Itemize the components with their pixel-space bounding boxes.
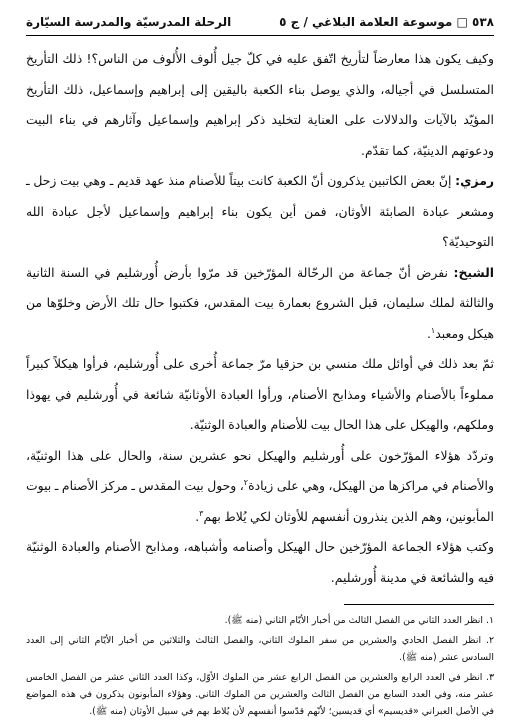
header-separator: □ <box>456 15 468 29</box>
speaker-label: رمزي: <box>455 173 494 188</box>
footnote-marker[interactable]: ١ <box>430 325 436 335</box>
paragraph: وكيف يكون هذا معارضاً لتأريخ اتّفق عليه في كلّ جيل أُلوف الأُلوف من الناس؟! ذلك التأريخ المتسلسل في أجياله، والذي يوصل بناء الكعبة باليقين إلى إبراهيم وإسماعيل، ذلك التأريخ المؤيّد بالآيات والدلالات على العناية لتخليد ذكر إبراهيم وإسماعيل وآثارهم في بناء البيت ودعوتهم الدينيّة، كما تقدّم. <box>26 51 494 158</box>
footnote: ١. انظر العدد الثاني من الفصل الثالث من أخبار الأيّام الثاني (منه ﷺ). <box>224 615 494 626</box>
paragraph: وكتب هؤلاء الجماعة المؤرّخين حال الهيكل وأصنامه وأشباهه، ومذابح الأصنام والعبادة الوثنيّة فيه والشائعة في مدينة أُورشليم. <box>26 539 494 585</box>
paragraph: ثمّ بعد ذلك في أوائل ملك منسي بن حزقيا مرّ جماعة أُخرى على أُورشليم، فرأوا هيكلاً كبيراً مملوءاً بالأصنام والأشياء ومذابح الأصنام، ورأوا العبادة الأوثانيّة شائعة في أُورشليم في يهوذا وملكهم، والهيكل على هذا الحال بيت للأصنام والعبادة الوثنيّة. <box>26 356 494 432</box>
footnotes <box>26 612 494 723</box>
header-right <box>279 15 494 29</box>
chapter-title: الرحلة المدرسيّة والمدرسة السيّارة <box>26 15 232 29</box>
main-text <box>26 44 494 593</box>
book-title: موسوعة العلامة البلاغي / ج ٥ <box>279 15 453 29</box>
book-page <box>26 0 494 726</box>
footnote-marker[interactable]: ٣ <box>199 508 204 518</box>
paragraph: الشيخ: نفرض أنّ جماعة من الرحّالة المؤرّخين قد مرّوا بأرض أُورشليم في السنة الثانية والثالثة لملك سليمان، قبل الشروع بعمارة بيت المقدس، فكتبوا حال تلك الأرض وخلوّها من هيكل ومعبد$^١$. <box>26 264 494 341</box>
footnote: ٣. انظر في العدد الرابع والعشرين من الفصل الرابع عشر من الملوك الأوّل، وكذا العدد الثاني عشر من الفصل الخامس عشر منه، وفي العدد السابع من الفصل الثالث والعشرين من الملوك الثاني. وهؤلاء المأبونون يذكرون في هذه المواضع في الأصل العبراني «قديسيم» أي قديسين؛ لأنّهم قدّسوا أنفسهم لأن يُلاط بهم في سبيل الأوثان (منه ﷺ). <box>26 672 494 717</box>
footnote-divider <box>344 604 494 605</box>
paragraph: وتردّد هؤلاء المؤرّخون على أُورشليم والهيكل نحو عشرين سنة، والحال على هذا الوثنيّة، والأصنام في مراكزها من الهيكل، وهي على زيادة$^٢$، وحول بيت المقدس ـ مركز الأصنام ـ بيوت المأبونين، وهم الذين ينذرون أنفسهم للأوثان لكي يُلاط بهم$^٣$. <box>26 447 494 524</box>
footnote: ٢. انظر الفصل الحادي والعشرين من سفر الملوك الثاني، والفصل الثالث والثلاثين من أخبار الأيّام الثاني إلى العدد السادس عشر (منه ﷺ). <box>26 635 494 663</box>
footnote-marker[interactable]: ٢ <box>243 477 249 487</box>
page-number: ٥٣٨ <box>472 15 494 29</box>
speaker-label: الشيخ: <box>453 264 494 280</box>
paragraph: رمزي: إنّ بعض الكاتبين يذكرون أنّ الكعبة كانت بيتاً للأصنام منذ عهد قديم ـ وهي بيت زحل ـ ومشعر عبادة الصابئة الأوثان، فمن أين يكون بناء إبراهيم وإسماعيل لأجل عبادة الله التوحيديّة؟ <box>26 173 494 249</box>
header-divider <box>26 35 494 36</box>
running-header <box>26 12 494 32</box>
